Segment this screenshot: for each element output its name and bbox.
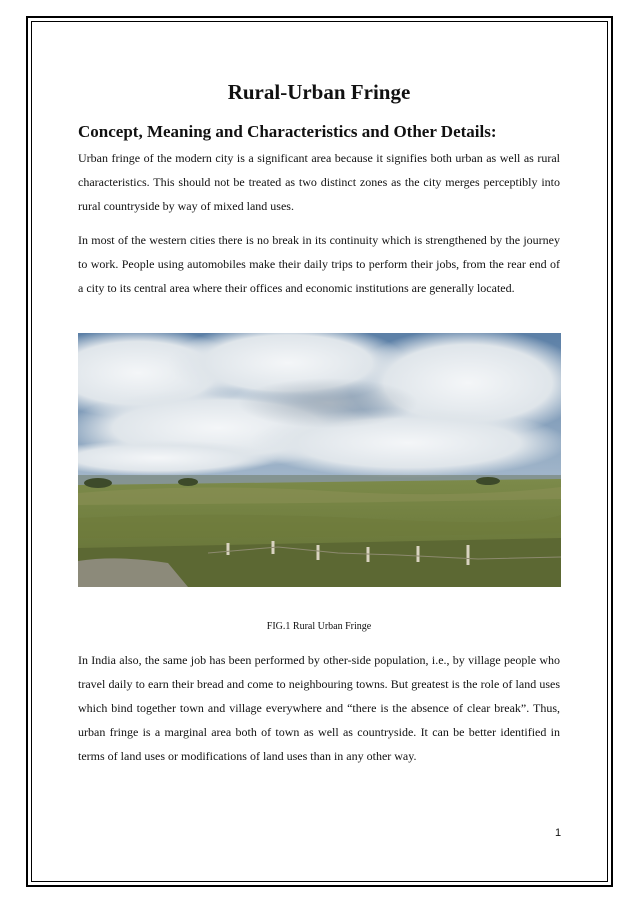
section-heading: Concept, Meaning and Characteristics and Other Details: xyxy=(78,122,497,141)
figure-caption: FIG.1 Rural Urban Fringe xyxy=(266,621,372,632)
document-title: Rural-Urban Fringe xyxy=(227,80,411,104)
paragraph-2: In most of the western cities there is no break in its continuity which is strengthened by the journey to work. People using automobiles make their daily trips to perform their jobs, from the rear end of a city to its central area where their offices and economic institutions are generally located. xyxy=(78,233,560,295)
page-number: 1 xyxy=(555,827,562,839)
paragraph-3: In India also, the same job has been performed by other-side population, i.e., by village people who travel daily to earn their bread and come to neighbouring towns. But greatest is the role of land uses which bind together town and village everywhere and “there is the absence of clear break”. Thus, urban fringe is a marginal area both of town as well as countryside. It can be better identified in terms of land uses or modifications of land uses than in any other way. xyxy=(78,653,560,763)
paragraph-1: Urban fringe of the modern city is a significant area because it signifies both urban as well as rural characteristics. This should not be treated as two distinct zones as the city merges perceptibly into rural countryside by way of mixed land uses. xyxy=(78,151,560,213)
landscape-photo xyxy=(78,333,561,587)
